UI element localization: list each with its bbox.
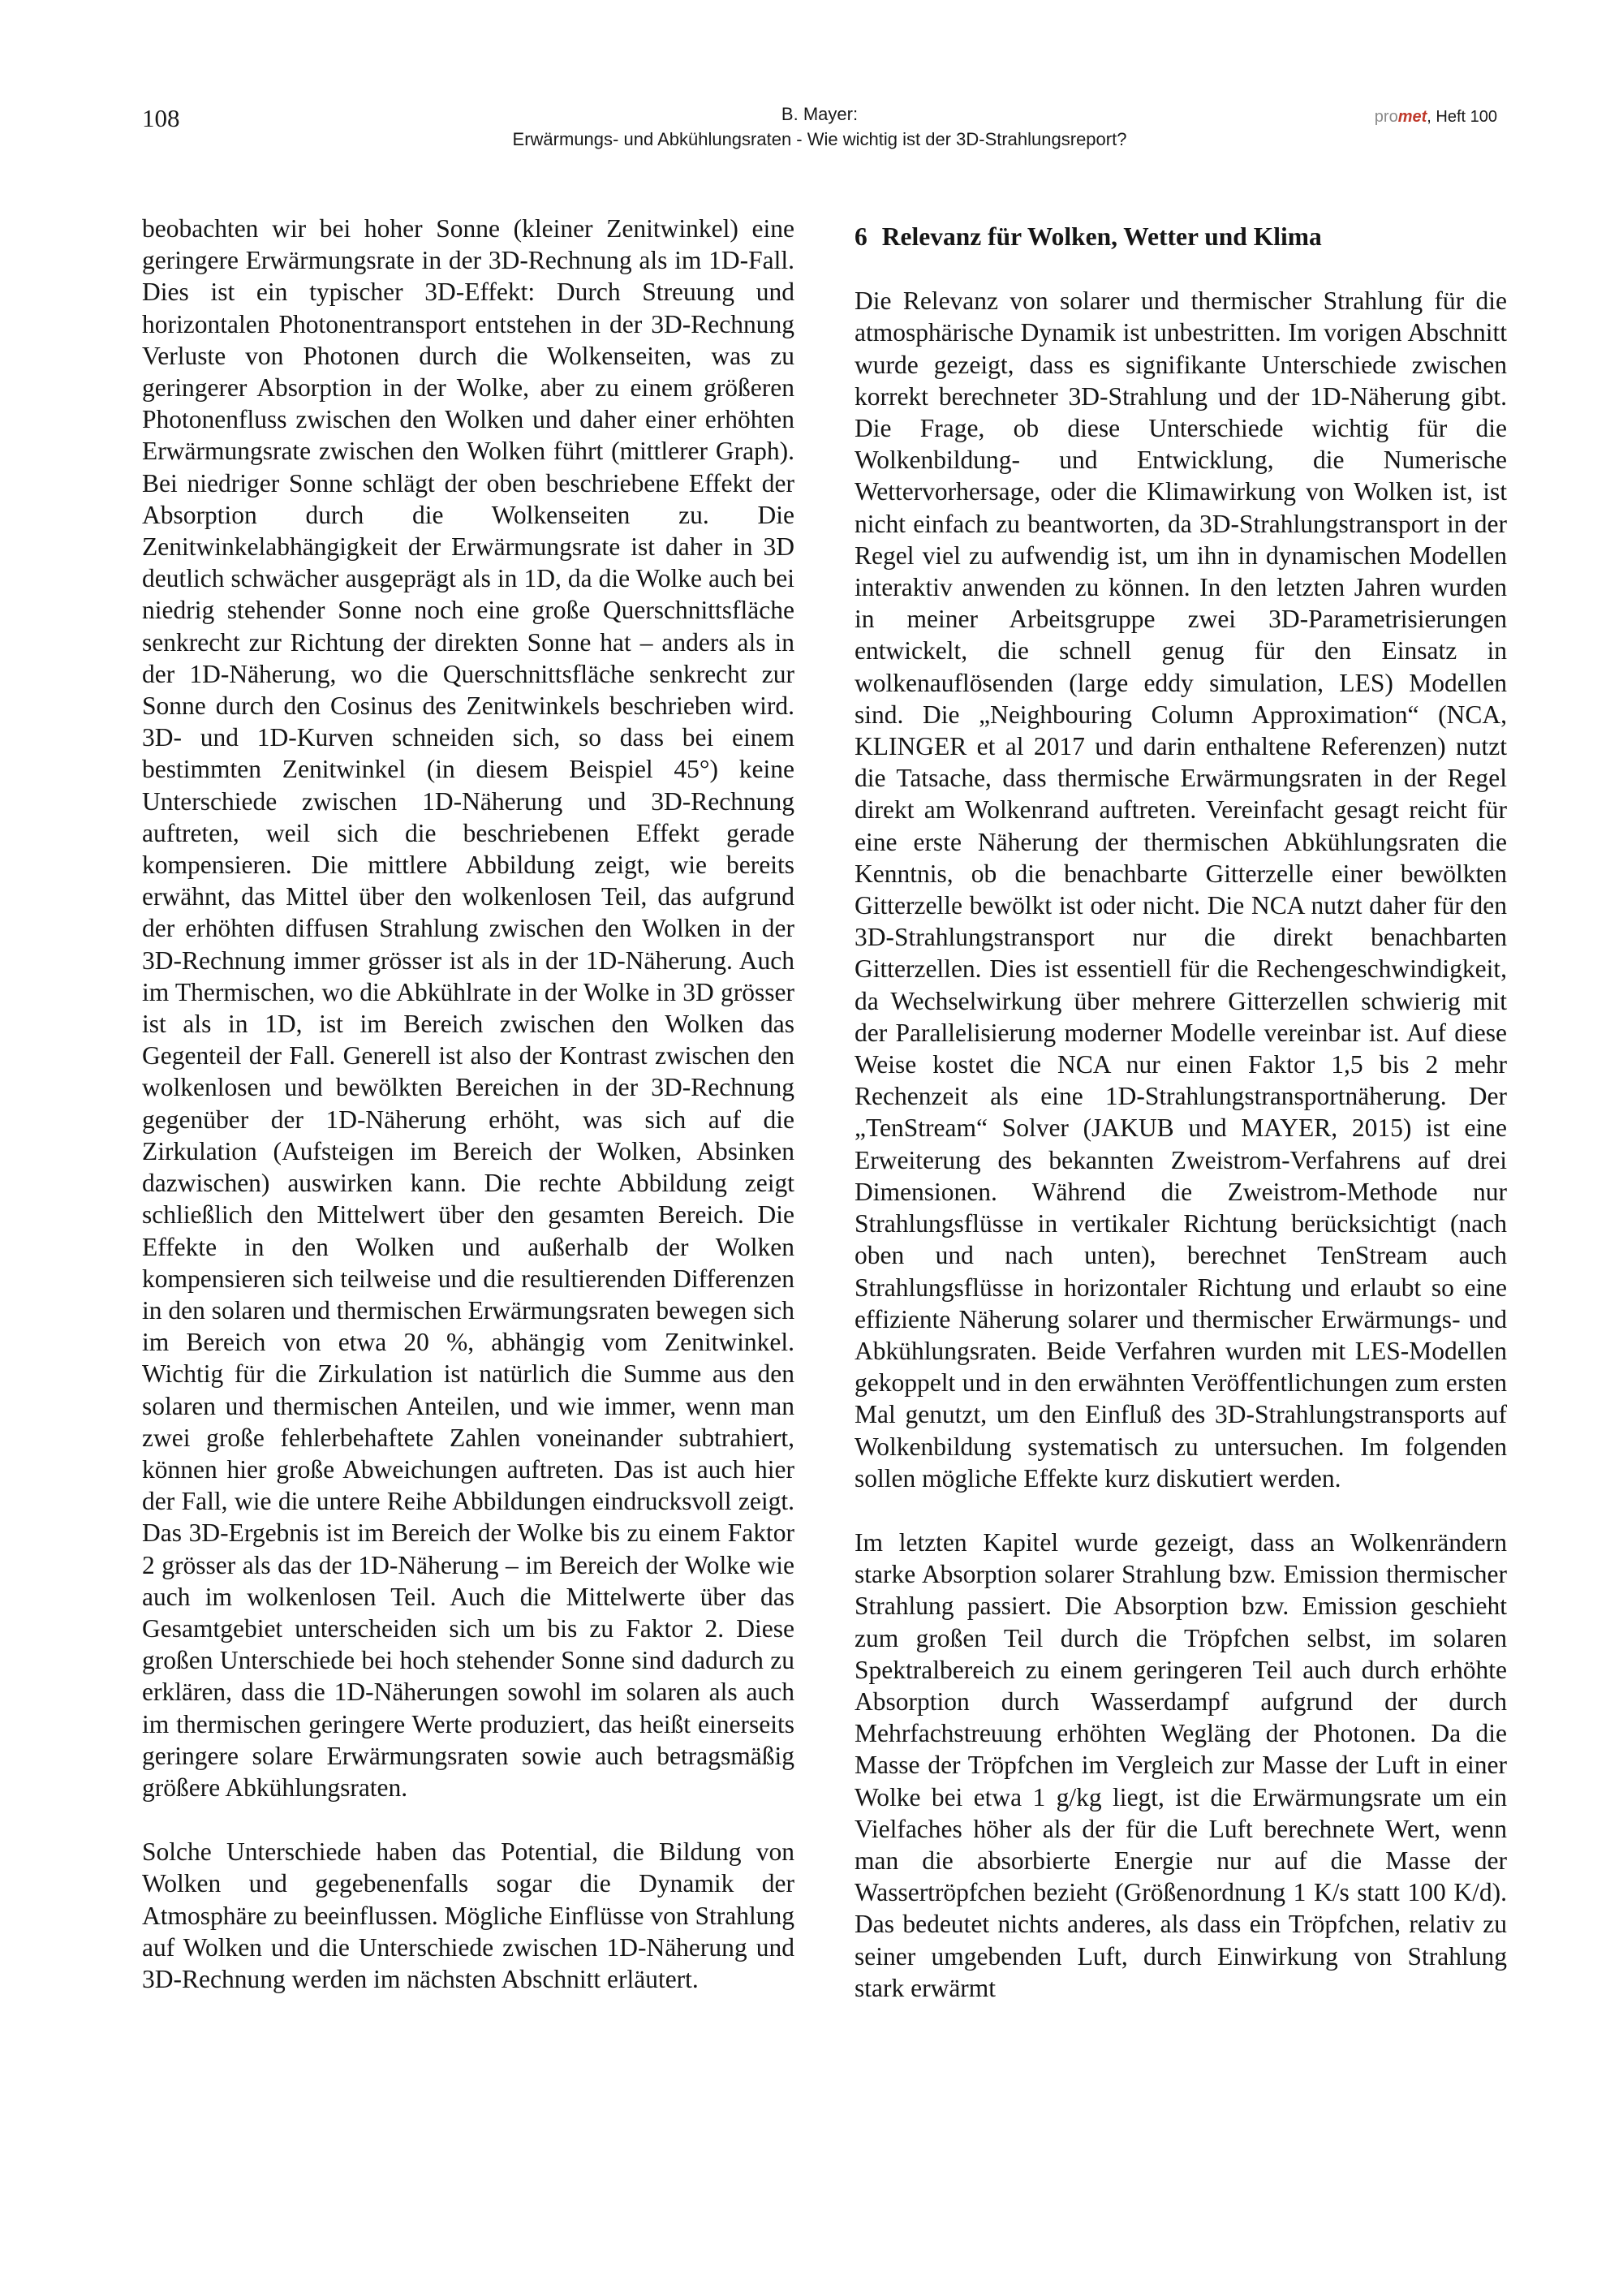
page-header (142, 104, 1497, 161)
body-paragraph: Die Relevanz von solarer und thermischer Strahlung für die atmosphärische Dynamik ist unbestritten. Im vorigen Abschnitt wurde gezeigt, dass es signifikante Unterschiede zwischen korrekt berechneter 3D-Strahlung und der 1D-Näherung gibt. Die Frage, ob diese Unterschiede wichtig für die Wolkenbildung- und Entwicklung, die Numerische Wettervorhersage, oder die Klimawirkung von Wolken ist, ist nicht einfach zu beantworten, da 3D-Strahlungstransport in der Regel viel zu aufwendig ist, um ihn in dynamischen Modellen interaktiv anwenden zu können. In den letzten Jahren wurden in meiner Arbeitsgruppe zwei 3D-Parametrisierungen entwickelt, die schnell genug für den Einsatz in wolkenauflösenden (large eddy simulation, LES) Modellen sind. Die „Neighbouring Column Approximation“ (NCA, KLINGER et al 2017 und darin enthaltene Referenzen) nutzt die Tatsache, dass thermische Erwärmungsraten in der Regel direkt am Wolkenrand auftreten. Vereinfacht gesagt reicht für eine erste Näherung der thermischen Abkühlungsraten die Kenntnis, ob die benachbarte Gitterzelle einer bewölkten Gitterzelle bewölkt ist oder nicht. Die NCA nutzt daher für den 3D-Strahlungstransport nur die direkt benachbarten Gitterzellen. Dies ist essentiell für die Rechengeschwindigkeit, da Wechselwirkung über mehrere Gitterzellen schwierig mit der Parallelisierung moderner Modelle vereinbar ist. Auf diese Weise kostet die NCA nur einen Faktor 1,5 bis 2 mehr Rechenzeit als eine 1D-Strahlungstransportnäherung. Der „TenStream“ Solver (JAKUB und MAYER, 2015) ist eine Erweiterung des bekannten Zweistrom-Verfahrens auf drei Dimensionen. Während die Zweistrom-Methode nur Strahlungsflüsse in vertikaler Richtung berücksichtigt (nach oben und nach unten), berechnet TenStream auch Strahlungsflüsse in horizontaler Richtung und erlaubt so eine effiziente Näherung solarer und thermischer Erwärmungs- und Abkühlungsraten. Beide Verfahren wurden mit LES-Modellen gekoppelt und in den erwähnten Veröffentlichungen zum ersten Mal genutzt, um den Einfluß des 3D-Strahlungstransports auf Wolkenbildung systematisch zu untersuchen. Im folgenden sollen mögliche Effekte kurz diskutiert werden. (855, 286, 1507, 1493)
journal-name-met: met (1397, 108, 1427, 126)
author-line: B. Mayer: (781, 104, 859, 124)
body-paragraph: Solche Unterschiede haben das Potential, die Bildung von Wolken und gegebenenfalls sogar die Dynamik der Atmosphäre zu beeinflussen. Mögliche Einflüsse von Strahlung auf Wolken und die Unterschiede zwischen 1D-Näherung und 3D-Rechnung werden im nächsten Abschnitt erläutert. (142, 1837, 794, 1993)
section-title: Relevanz für Wolken, Wetter und Klima (881, 222, 1322, 251)
journal-name (1375, 108, 1497, 127)
journal-name-pro: pro (1374, 108, 1398, 126)
page-number: 108 (142, 104, 180, 132)
section-number: 6 (855, 222, 867, 251)
left-column (142, 213, 794, 1995)
body-paragraph: Im letzten Kapitel wurde gezeigt, dass an Wolkenrändern starke Absorption solarer Strahlung bzw. Emission thermischer Strahlung passiert. Die Absorption bzw. Emission geschieht zum großen Teil durch die Tröpfchen selbst, im solaren Spektralbereich zu einem geringeren Teil auch durch erhöhte Absorption durch Wasserdampf aufgrund der durch Mehrfachstreuung erhöhten Wegläng der Photonen. Da die Masse der Tröpfchen im Vergleich zur Masse der Luft in einer Wolke bei etwa 1 g/kg liegt, ist die Erwärmungsrate um ein Vielfaches höher als der für die Luft berechnete Wert, wenn man die absorbierte Energie nur auf die Masse der Wassertröpfchen bezieht (Größenordnung 1 K/s statt 100 K/d). Das bedeutet nichts anderes, als dass ein Tröpfchen, relativ zu seiner umgebenden Luft, durch Einwirkung von Strahlung stark erwärmt (855, 1527, 1507, 2002)
body-paragraph: beobachten wir bei hoher Sonne (kleiner Zenitwinkel) eine geringere Erwärmungsrate in der 3D-Rechnung als im 1D-Fall. Dies ist ein typischer 3D-Effekt: Durch Streuung und horizontalen Photonentransport entstehen in der 3D-Rechnung Verluste von Photonen durch die Wolkenseiten, was zu geringerer Absorption in der Wolke, aber zu einem größeren Photonenfluss zwischen den Wolken und daher einer erhöhten Erwärmungsrate zwischen den Wolken führt (mittlerer Graph). Bei niedriger Sonne schlägt der oben beschriebene Effekt der Absorption durch die Wolkenseiten zu. Die Zenitwinkelabhängigkeit der Erwärmungsrate ist daher in 3D deutlich schwächer ausgeprägt als in 1D, da die Wolke auch bei niedrig stehender Sonne noch eine große Querschnittsfläche senkrecht zur Richtung der direkten Sonne hat – anders als in der 1D-Näherung, wo die Querschnittsfläche senkrecht zur Sonne durch den Cosinus des Zenitwinkels beschrieben wird. 3D- und 1D-Kurven schneiden sich, so dass bei einem bestimmten Zenitwinkel (in diesem Beispiel 45°) keine Unterschiede zwischen 1D-Näherung und 3D-Rechnung auftreten, weil sich die beschriebenen Effekt gerade kompensieren. Die mittlere Abbildung zeigt, wie bereits erwähnt, das Mittel über den wolkenlosen Teil, das aufgrund der erhöhten diffusen Strahlung zwischen den Wolken in der 3D-Rechnung immer grösser ist als in der 1D-Näherung. Auch im Thermischen, wo die Abkühlrate in der Wolke in 3D grösser ist als in 1D, ist im Bereich zwischen den Wolken das Gegenteil der Fall. Generell ist also der Kontrast zwischen den wolkenlosen und bewölkten Bereichen in der 3D-Rechnung gegenüber der 1D-Näherung erhöht, was sich auf die Zirkulation (Aufsteigen im Bereich der Wolken, Absinken dazwischen) auswirken kann. Die rechte Abbildung zeigt schließlich den Mittelwert über den gesamten Bereich. Die Effekte in den Wolken und außerhalb der Wolken kompensieren sich teilweise und die resultierenden Differenzen in den solaren und thermischen Erwärmungsraten bewegen sich im Bereich von etwa 20 %, abhängig vom Zenitwinkel. Wichtig für die Zirkulation ist natürlich die Summe aus den solaren und thermischen Anteilen, und wie immer, wenn man zwei große fehlerbehaftete Zahlen voneinander subtrahiert, können hier große Abweichungen auftreten. Das ist auch hier der Fall, wie die untere Reihe Abbildungen eindrucksvoll zeigt. Das 3D-Ergebnis ist im Bereich der Wolke bis zu einem Faktor 2 grösser als das der 1D-Näherung – im Bereich der Wolke wie auch im wolkenlosen Teil. Auch die Mittelwerte über das Gesamtgebiet unterscheiden sich um bis zu Faktor 2. Diese großen Unterschiede bei hoch stehender Sonne sind dadurch zu erklären, dass die 1D-Näherungen sowohl im solaren als auch im thermischen geringere Werte produziert, das heißt einerseits geringere solare Erwärmungsraten sowie auch betragsmäßig größere Abkühlungsraten. (142, 214, 794, 1802)
section-heading (855, 221, 1507, 252)
running-title: Erwärmungs- und Abkühlungsraten - Wie wichtig ist der 3D-Strahlungsreport? (512, 129, 1127, 149)
journal-issue: , Heft 100 (1427, 108, 1497, 126)
right-column (855, 213, 1507, 2004)
